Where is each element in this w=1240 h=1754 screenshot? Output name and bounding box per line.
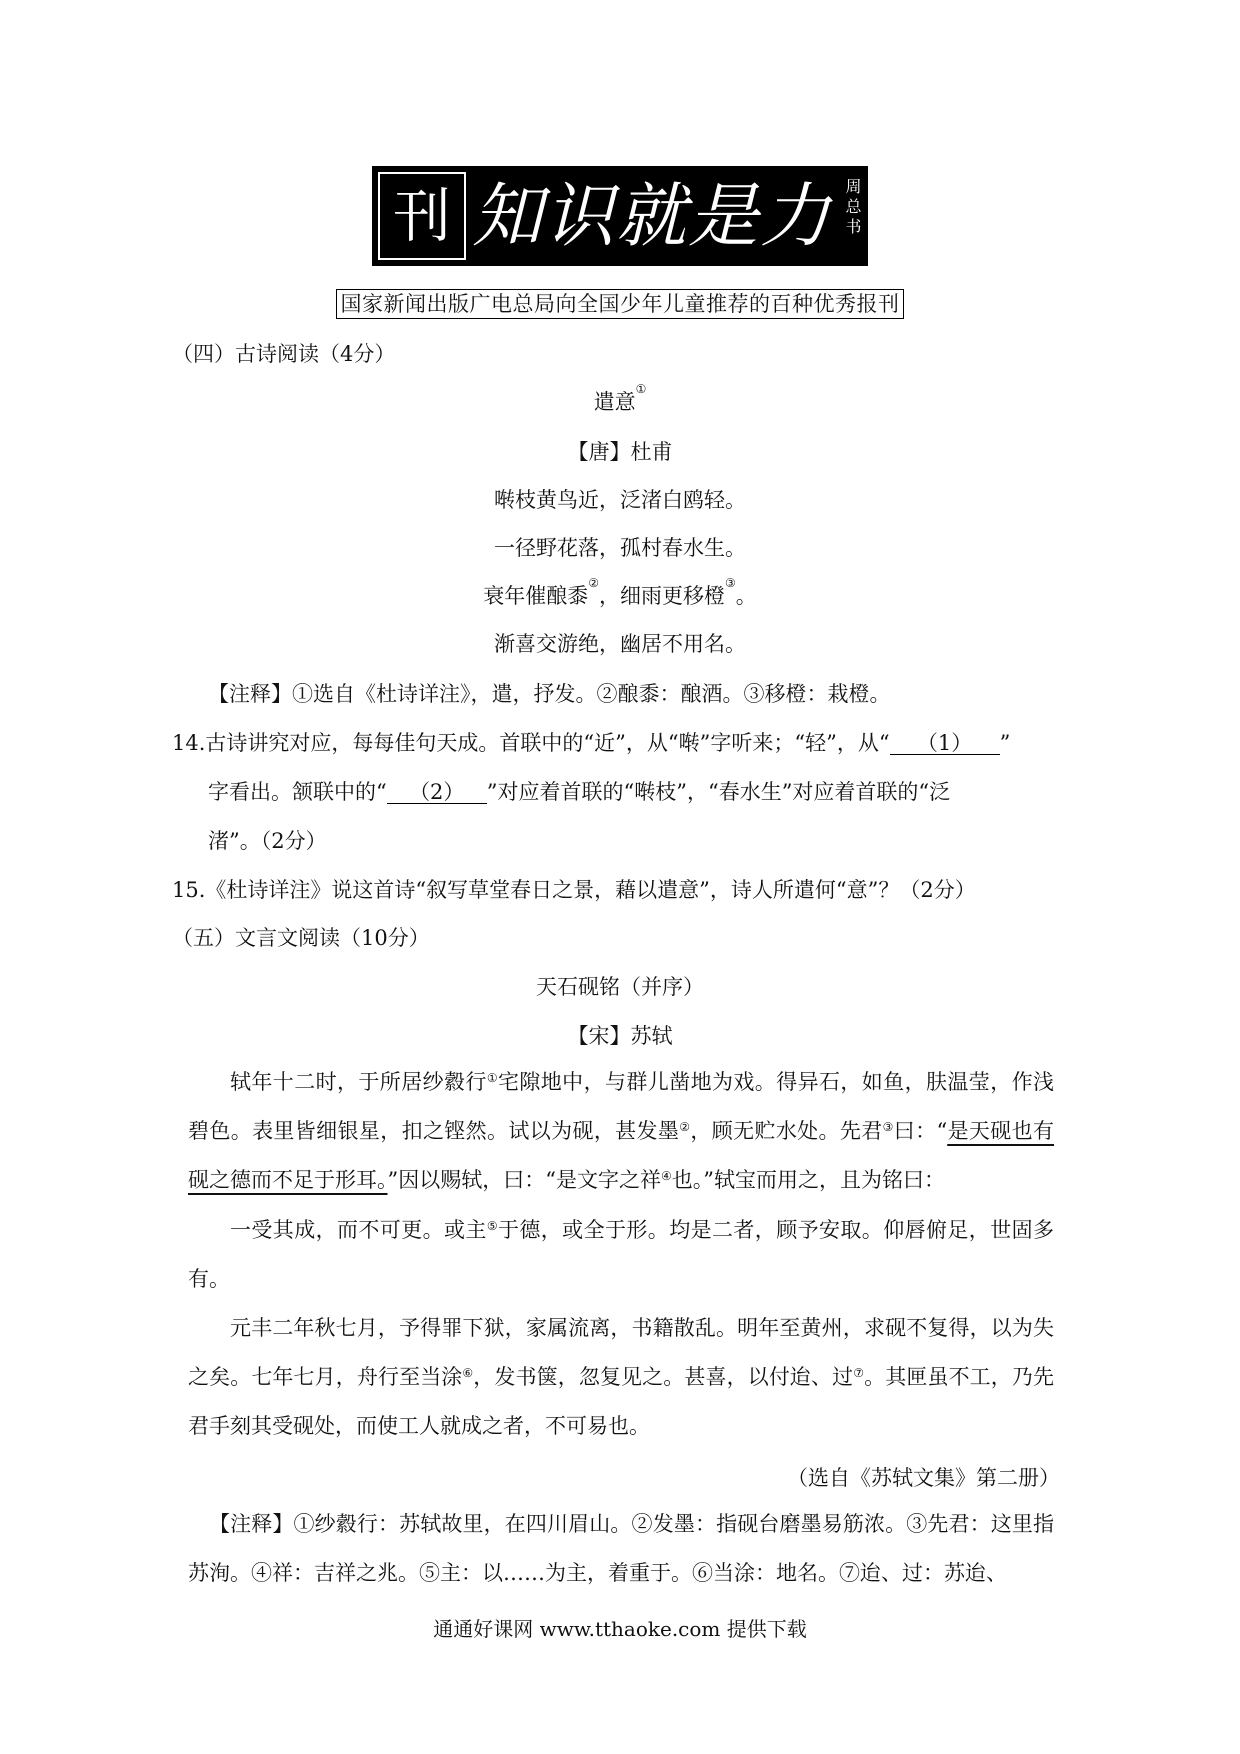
poem-line: 渐喜交游绝，幽居不用名。 (494, 632, 746, 656)
prose-author: 【宋】苏轼 (567, 1024, 673, 1048)
masthead-tagline: 国家新闻出版广电总局向全国少年儿童推荐的百种优秀报刊 (336, 289, 904, 319)
prose-paragraph-3: 元丰二年秋七月，予得罪下狱，家属流离，书籍散乱。明年至黄州，求砚不复得，以为失之矣。七年七月，舟行至当涂⑥，发书箧，忽复见之。甚喜，以付迨、过⑦。其匣虽不工，乃先君手刻其受砚处，而使工人就成之者，不可易也。 (188, 1316, 1055, 1438)
answer-blank-2[interactable]: （2） (387, 781, 487, 804)
prose-notes: 【注释】①纱縠行：苏轼故里，在四川眉山。②发墨：指砚台磨墨易筋浓。③先君：这里指苏洵。④祥：吉祥之兆。⑤主：以……为主，着重于。⑥当涂：地名。⑦迨、过：苏迨、 (188, 1512, 1054, 1585)
prose-title: 天石砚铭（并序） (536, 975, 704, 999)
prose-source: （选自《苏轼文集》第二册） (787, 1466, 1060, 1490)
poem-notes: 【注释】①选自《杜诗详注》，遣，抒发。②酿黍：酿酒。③移橙：栽橙。 (208, 682, 891, 706)
question-15: 15.《杜诗详注》说这首诗“叙写草堂春日之景，藉以遣意”，诗人所遣何“意”？（2分） (172, 878, 976, 902)
prose-paragraph-1: 轼年十二时，于所居纱縠行①宅隙地中，与群儿凿地为戏。得异石，如鱼，肤温莹，作浅碧色。表里皆细银星，扣之铿然。试以为砚，甚发墨②，顾无贮水处。先君③曰：“是天砚也有砚之德而不足于形耳。”因以赐轼，曰：“是文字之祥④也。”轼宝而用之，且为铭曰： (188, 1070, 1055, 1192)
question-14: 14.古诗讲究对应，每每佳句天成。首联中的“近”，从“啭”字听来；“轻”，从“ （1） ” (172, 731, 1011, 755)
logo-seal: 刊 (378, 172, 466, 260)
poem-line: 衰年催酿黍②，细雨更移橙③。 (483, 576, 757, 608)
poem-title: 遣意① (593, 382, 647, 414)
section5-heading: （五）文言文阅读（10分） (172, 926, 430, 950)
logo-side-text: 周总书 (843, 178, 862, 238)
prose-paragraph-2: 一受其成，而不可更。或主⑤于德，或全于形。均是二者，顾予安取。仰唇俯足，世固多有。 (188, 1218, 1055, 1291)
logo-calligraphy: 知识就是力量 (472, 175, 832, 349)
page-footer: 通通好课网 www.tthaoke.com 提供下载 (433, 1617, 807, 1641)
question-14-line2: 字看出。颔联中的“ （2） ”对应着首联的“啭枝”，“春水生”对应着首联的“泛 (208, 780, 951, 804)
poem-author: 【唐】杜甫 (567, 440, 673, 464)
section4-heading: （四）古诗阅读（4分） (172, 342, 396, 366)
answer-blank-1[interactable]: （1） (890, 732, 1000, 755)
underlined-sentence: 是天砚也有砚之德而不足于形耳。 (188, 1119, 1055, 1192)
question-14-line3: 渚”。（2分） (208, 829, 327, 853)
poem-line: 一径野花落，孤村春水生。 (494, 536, 746, 560)
poem-line: 啭枝黄鸟近，泛渚白鸥轻。 (494, 488, 746, 512)
